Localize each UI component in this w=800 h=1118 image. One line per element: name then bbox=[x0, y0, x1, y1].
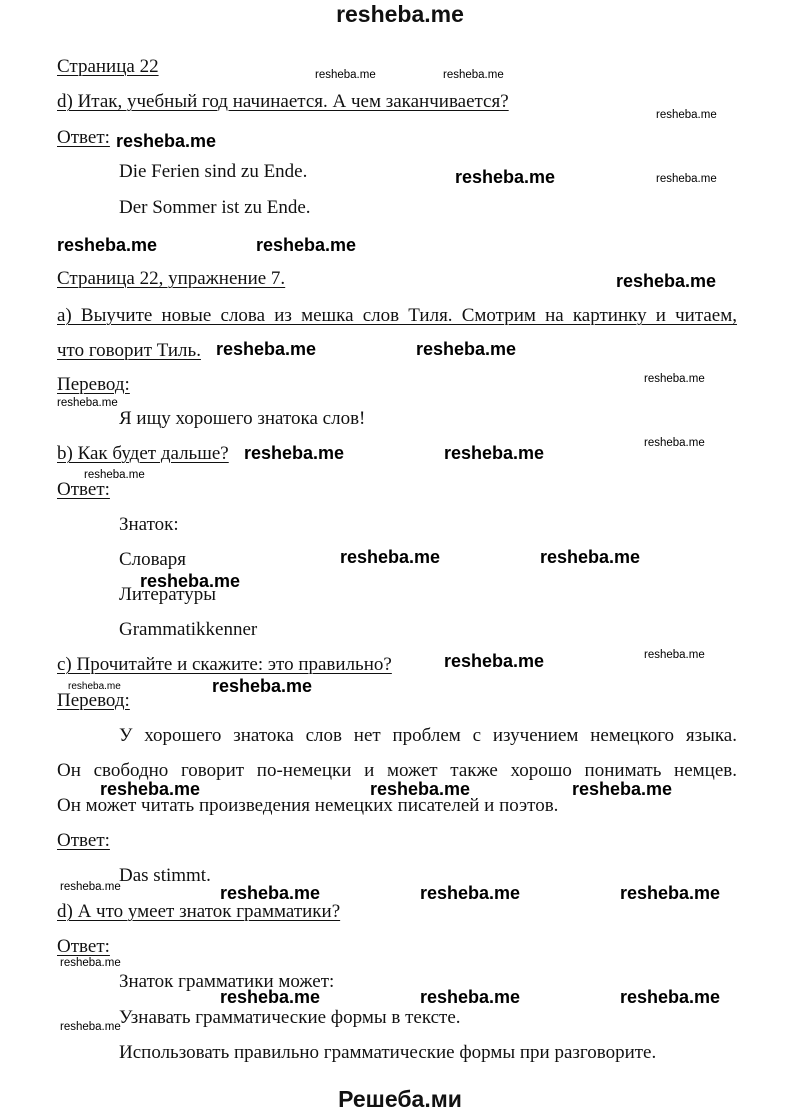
translation-c-line2: Он свободно говорит по-немецки и может также хорошо понимать немцев. bbox=[57, 760, 737, 781]
answer-label-2: Ответ: bbox=[57, 479, 110, 500]
question-c: c) Прочитайте и скажите: это правильно? bbox=[57, 654, 392, 675]
answer-b-line2: Словаря bbox=[119, 549, 187, 570]
translation-label-1: Перевод: bbox=[57, 374, 130, 395]
watermark: resheba.me bbox=[656, 173, 717, 185]
translation-a: Я ищу хорошего знатока слов! bbox=[119, 408, 366, 429]
watermark: resheba.me bbox=[444, 651, 545, 671]
answer-label-4: Ответ: bbox=[57, 936, 110, 957]
watermark: resheba.me bbox=[370, 779, 471, 799]
watermark: resheba.me bbox=[100, 779, 201, 799]
watermark: resheba.me bbox=[220, 987, 321, 1007]
watermark: resheba.me bbox=[60, 881, 121, 893]
watermark: resheba.me bbox=[416, 339, 517, 359]
translation-label-2: Перевод: bbox=[57, 690, 130, 711]
page-heading-2: Страница 22, упражнение 7. bbox=[57, 268, 286, 289]
watermark: resheba.me bbox=[315, 69, 376, 81]
translation-c-line1: У хорошего знатока слов нет проблем с изучением немецкого языка. bbox=[119, 725, 737, 746]
watermark: resheba.me bbox=[140, 571, 241, 591]
question-b: b) Как будет дальше? bbox=[57, 443, 229, 464]
watermark: resheba.me bbox=[644, 649, 705, 661]
question-a-line2: что говорит Тиль. bbox=[57, 340, 201, 361]
watermark: resheba.me bbox=[572, 779, 673, 799]
answer-d1-line1: Die Ferien sind zu Ende. bbox=[119, 161, 308, 182]
watermark: resheba.me bbox=[244, 443, 345, 463]
watermark: resheba.me bbox=[444, 443, 545, 463]
answer-d1-line2: Der Sommer ist zu Ende. bbox=[119, 197, 311, 218]
answer-d2-line1: Знаток грамматики может: bbox=[119, 971, 335, 992]
watermark: resheba.me bbox=[57, 397, 118, 409]
watermark: resheba.me bbox=[216, 339, 317, 359]
watermark: resheba.me bbox=[644, 373, 705, 385]
question-d2: d) А что умеет знаток грамматики? bbox=[57, 901, 341, 922]
watermark: resheba.me bbox=[540, 547, 641, 567]
watermark: resheba.me bbox=[116, 131, 217, 151]
question-d1: d) Итак, учебный год начинается. А чем заканчивается? bbox=[57, 91, 509, 112]
watermark: resheba.me bbox=[616, 271, 717, 291]
watermark: resheba.me bbox=[420, 883, 521, 903]
watermark: resheba.me bbox=[455, 167, 556, 187]
watermark: resheba.me bbox=[60, 957, 121, 969]
answer-label-1: Ответ: bbox=[57, 127, 110, 148]
site-footer-title: Решеба.ми bbox=[338, 1086, 462, 1112]
watermark: resheba.me bbox=[256, 235, 357, 255]
site-header-title: resheba.me bbox=[336, 1, 464, 27]
answer-b-line1: Знаток: bbox=[119, 514, 179, 535]
watermark: resheba.me bbox=[84, 469, 145, 481]
watermark: resheba.me bbox=[620, 883, 721, 903]
watermark: resheba.me bbox=[656, 109, 717, 121]
page-heading-1: Страница 22 bbox=[57, 56, 159, 77]
watermark: resheba.me bbox=[57, 235, 158, 255]
watermark: resheba.me bbox=[620, 987, 721, 1007]
watermark: resheba.me bbox=[212, 676, 313, 696]
answer-d2-line3: Использовать правильно грамматические формы при разговорите. bbox=[119, 1042, 657, 1063]
answer-b-line3: Литературы bbox=[119, 584, 217, 605]
question-a-line1: a) Выучите новые слова из мешка слов Тиля. Смотрим на картинку и читаем, bbox=[57, 305, 737, 326]
translation-c-line3: Он может читать произведения немецких писателей и поэтов. bbox=[57, 795, 559, 816]
watermark: resheba.me bbox=[340, 547, 441, 567]
answer-label-3: Ответ: bbox=[57, 830, 110, 851]
watermark: resheba.me bbox=[220, 883, 321, 903]
watermark: resheba.me bbox=[420, 987, 521, 1007]
answer-c: Das stimmt. bbox=[119, 865, 211, 886]
answer-b-line4: Grammatikkenner bbox=[119, 619, 258, 640]
answer-d2-line2: Узнавать грамматические формы в тексте. bbox=[119, 1007, 461, 1028]
watermark: resheba.me bbox=[60, 1021, 121, 1033]
watermark: resheba.me bbox=[443, 69, 504, 81]
watermark: resheba.me bbox=[68, 681, 121, 692]
watermark: resheba.me bbox=[644, 437, 705, 449]
